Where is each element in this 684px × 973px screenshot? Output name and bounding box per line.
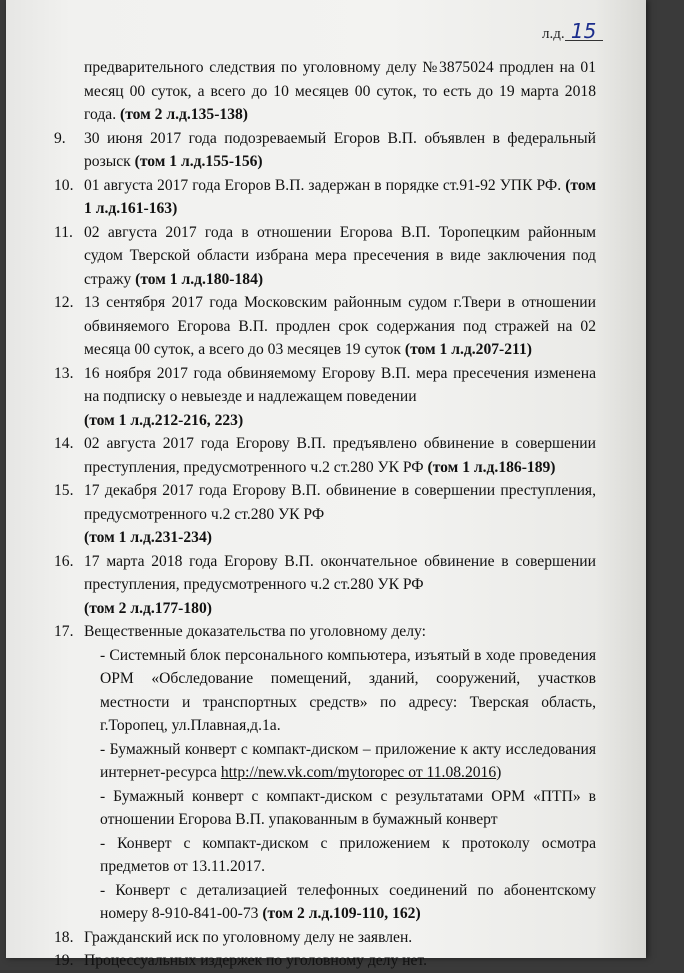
sheet-label: л.д. (542, 26, 565, 42)
list-item (54, 174, 596, 221)
document-page (6, 0, 646, 969)
list-item (54, 949, 596, 973)
evidence-item (66, 738, 596, 785)
document-body (54, 56, 596, 973)
item-reference: (том 1 л.д.231-234) (84, 529, 212, 546)
item-number: 13. (54, 364, 74, 382)
item-text: 13 сентября 2017 года Московским районным судом г.Твери в отношении обвиняемого Егорова В.П. продлен срок содержания под стражей на 02 месяца 00 суток, а всего до 03 месяцев 19 суток (84, 294, 596, 358)
item-number: 19. (54, 952, 74, 969)
item-text: предварительного следствия по уголовному делу №3875024 продлен на 01 месяц 00 суток, а всего до 10 месяцев 00 суток, то есть до 19 марта 2018 года. (84, 59, 596, 123)
item-reference: (том 1 л.д.180-184) (135, 270, 264, 288)
list-item (54, 926, 596, 950)
evidence-item (66, 879, 596, 926)
sheet-number-handwritten: 15 (565, 22, 603, 41)
item-number: 11. (54, 223, 73, 241)
list-item (54, 432, 596, 479)
item-number: 15. (54, 482, 74, 499)
item-text: 02 августа 2017 года Егорову В.П. предъявлено обвинение в совершении преступления, предусмотренного ч.2 ст.280 УК РФ (84, 435, 596, 476)
list-item (54, 550, 596, 621)
item-text: 16 ноября 2017 года обвиняемому Егорову В.П. мера пресечения изменена на подписку о невыезде и надлежащем поведении (84, 364, 596, 405)
evidence-item: - Бумажный конверт с компакт-диском с результатами ОРМ «ПТП» в отношении Егорова В.П. упакованным в бумажный конверт (100, 787, 596, 828)
item-number: 10. (54, 176, 74, 194)
item-reference: (том 2 л.д.135-138) (120, 106, 248, 123)
item-text: Гражданский иск по уголовному делу не заявлен. (84, 928, 413, 946)
list-item (54, 291, 596, 362)
evidence-item: - Конверт с компакт-диском с приложением к протоколу осмотра предметов от 13.11.2017. (100, 834, 596, 875)
evidence-paren: ) (496, 764, 502, 781)
item-reference: (том 1 л.д.186-189) (427, 458, 556, 476)
item-number: 18. (54, 928, 74, 946)
item-reference: (том 1 л.д.161-163) (84, 176, 596, 217)
list-item (54, 127, 596, 174)
evidence-text: - Бумажный конверт с компакт-диском – приложение к акту исследования интернет-ресурса (100, 740, 596, 781)
sheet-number (542, 19, 603, 43)
item-text: 30 июня 2017 года подозреваемый Егоров В.П. объявлен в федеральный розыск (84, 129, 596, 170)
item-text: 17 марта 2018 года Егорову В.П. окончательное обвинение в совершении преступления, предусмотренного ч.2 ст.280 УК РФ (84, 552, 596, 593)
evidence-text: - Конверт с детализацией телефонных соединений по абонентскому номеру 8-910-841-00-73 (100, 881, 596, 922)
item-text: 02 августа 2017 года в отношении Егорова В.П. Торопецким районным судом Тверской области избрана мера пресечения в виде заключения под стражу (84, 223, 596, 288)
item-reference: (том 1 л.д.212-216, 223) (84, 411, 244, 429)
item-text: Процессуальных издержек по уголовному делу нет. (84, 952, 427, 969)
list-item (66, 56, 596, 127)
evidence-item: - Системный блок персонального компьютера, изъятый в ходе проведения ОРМ «Обследование помещений, зданий, сооружений, участков местности и транспортных средств» по адресу: Тверская область, г.Торопец, ул.Плавная,д.1а. (100, 646, 596, 734)
item-number: 16. (54, 552, 74, 570)
item-number: 14. (54, 435, 74, 452)
item-text: 01 августа 2017 года Егоров В.П. задержан в порядке ст.91-92 УПК РФ. (84, 176, 562, 194)
item-number: 9. (54, 129, 66, 147)
list-item (54, 479, 596, 550)
list-item (54, 362, 596, 433)
item-number: 17. (54, 623, 74, 640)
item-reference: (том 1 л.д.207-211) (404, 341, 532, 358)
item-text: 17 декабря 2017 года Егорову В.П. обвинение в совершении преступления, предусмотренного ч.2 ст.280 УК РФ (84, 482, 596, 523)
item-number: 12. (54, 294, 74, 311)
list-item (54, 221, 596, 292)
item-text: Вещественные доказательства по уголовному делу: (84, 623, 426, 640)
evidence-reference: (том 2 л.д.109-110, 162) (262, 905, 421, 922)
item-reference: (том 1 л.д.155-156) (134, 153, 263, 170)
list-item (54, 620, 596, 644)
evidence-link[interactable]: http://new.vk.com/mytoropec от 11.08.2016 (220, 764, 497, 781)
item-reference: (том 2 л.д.177-180) (84, 599, 212, 617)
